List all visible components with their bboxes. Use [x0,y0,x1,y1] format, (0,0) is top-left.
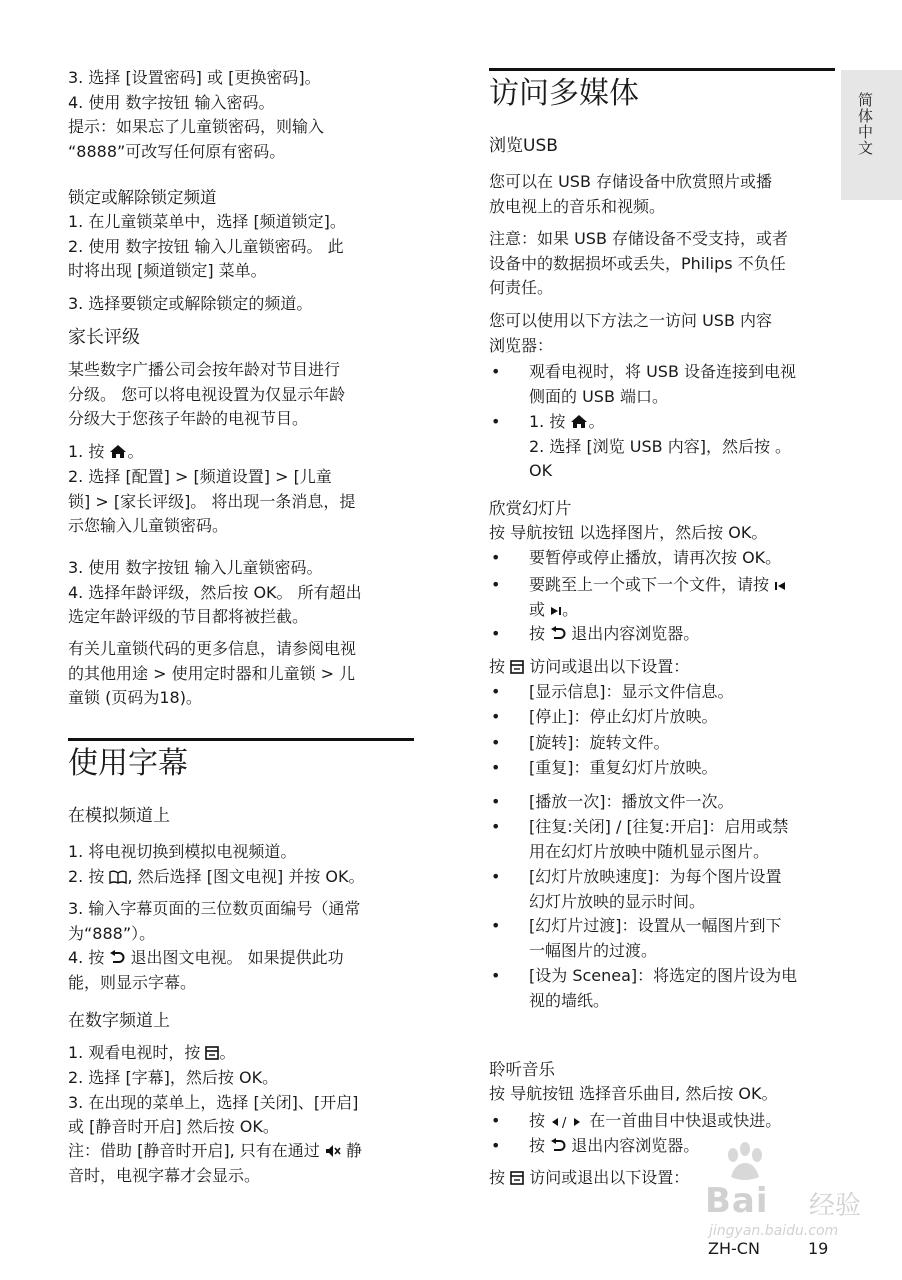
back-icon [550,1138,566,1153]
parental-step2: 2. 选择 [配置] > [频道设置] > [儿童 锁] > [家长评级]。 将出现一条消息，提 示您输入儿童锁密码。 [68,467,356,535]
previous-icon [774,580,786,592]
music-intro: 按 导航按钮 选择音乐曲目, 然后按 OK。 [489,1084,778,1103]
browse-usb-methods: 您可以使用以下方法之一访问 USB 内容 浏览器： [489,311,773,355]
home-icon [109,444,127,459]
rewind-forward-icon [550,1116,584,1128]
watermark-url: jingyan.baidu.com [709,1223,839,1239]
parental-rating-heading: 家长评级 [68,327,140,348]
watermark-cn: 经验 [809,1191,862,1221]
slideshow-intro: 按 导航按钮 以选择图片，然后按 OK。 [489,523,768,542]
analog-step1: 1. 将电视切换到模拟电视频道。 [68,842,297,861]
browse-usb-heading: 浏览USB [489,136,558,156]
analog-step3: 3. 输入字幕页面的三位数页面编号（通常 为“888”）。 [68,899,361,943]
section-rule [489,68,835,71]
subtitles-title: 使用字幕 [68,746,188,781]
music-options-intro: 按 访问或退出以下设置： [489,1168,690,1187]
svg-text:/: / [562,1116,567,1128]
browse-usb-desc: 您可以在 USB 存储设备中欣赏照片或播 放电视上的音乐和视频。 [489,172,773,216]
teletext-icon [109,870,127,884]
lock-channel-steps: 1. 在儿童锁菜单中，选择 [频道锁定]。 2. 使用 数字按钮 输入儿童锁密码。 此 时将出现 [频道锁定] 菜单。 [68,212,346,280]
section-rule [68,738,414,741]
analog-heading: 在模拟频道上 [68,806,170,826]
digital-heading: 在数字频道上 [68,1011,170,1031]
music-heading: 聆听音乐 [489,1060,555,1079]
footer-language: ZH-CN [708,1239,760,1258]
baidu-watermark [705,1135,885,1240]
side-tab-label: 简体中文 [856,92,874,156]
options-icon [510,1171,524,1185]
digital-note: 注：借助 [静音时开启], 只有在通过 静 音时，电视字幕才会显示。 [68,1141,362,1185]
mute-icon [325,1144,341,1158]
watermark-brand: Bai [705,1181,769,1221]
multimedia-title: 访问多媒体 [489,76,639,111]
digital-step1: 1. 观看电视时，按 。 [68,1043,236,1062]
parental-step1: 1. 按 。 [68,442,144,461]
analog-step4: 4. 按 退出图文电视。 如果提供此功 能，则显示字幕。 [68,948,344,992]
parental-more-info: 有关儿童锁代码的更多信息，请参阅电视 的其他用途 > 使用定时器和儿童锁 > 儿 童锁 (页码为18)。 [68,639,357,707]
slideshow-options-intro: 按 访问或退出以下设置： [489,657,690,676]
back-icon [109,950,125,965]
digital-steps: 2. 选择 [字幕]，然后按 OK。 3. 在出现的菜单上，选择 [关闭]、[开启] 或 [静音时开启] 然后按 OK。 [68,1068,359,1136]
options-icon [510,660,524,674]
next-icon [550,605,562,617]
browse-usb-note: 注意：如果 USB 存储设备不受支持，或者 设备中的数据损坏或丢失，Philips 不负任 何责任。 [489,229,789,297]
page-number: 19 [808,1239,829,1258]
analog-step2: 2. 按 , 然后选择 [图文电视] 并按 OK。 [68,867,365,886]
lock-channel-step3: 3. 选择要锁定或解除锁定的频道。 [68,294,313,313]
parental-rating-desc: 某些数字广播公司会按年龄对节目进行 分级。 您可以将电视设置为仅显示年龄 分级大于您孩子年龄的电视节目。 [68,360,346,428]
language-side-tab [841,70,902,200]
password-steps: 3. 选择 [设置密码] 或 [更换密码]。 4. 使用 数字按钮 输入密码。 提示：如果忘了儿童锁密码，则输入 “8888”可改写任何原有密码。 [68,68,325,161]
home-icon [570,414,588,429]
lock-channel-heading: 锁定或解除锁定频道 [68,188,217,207]
paw-icon [723,1141,767,1185]
back-icon [550,626,566,641]
slideshow-heading: 欣赏幻灯片 [489,499,572,518]
options-icon [205,1046,219,1060]
parental-step3-4: 3. 使用 数字按钮 输入儿童锁密码。 4. 选择年龄评级，然后按 OK。 所有超出 选定年龄评级的节目都将被拦截。 [68,558,362,626]
